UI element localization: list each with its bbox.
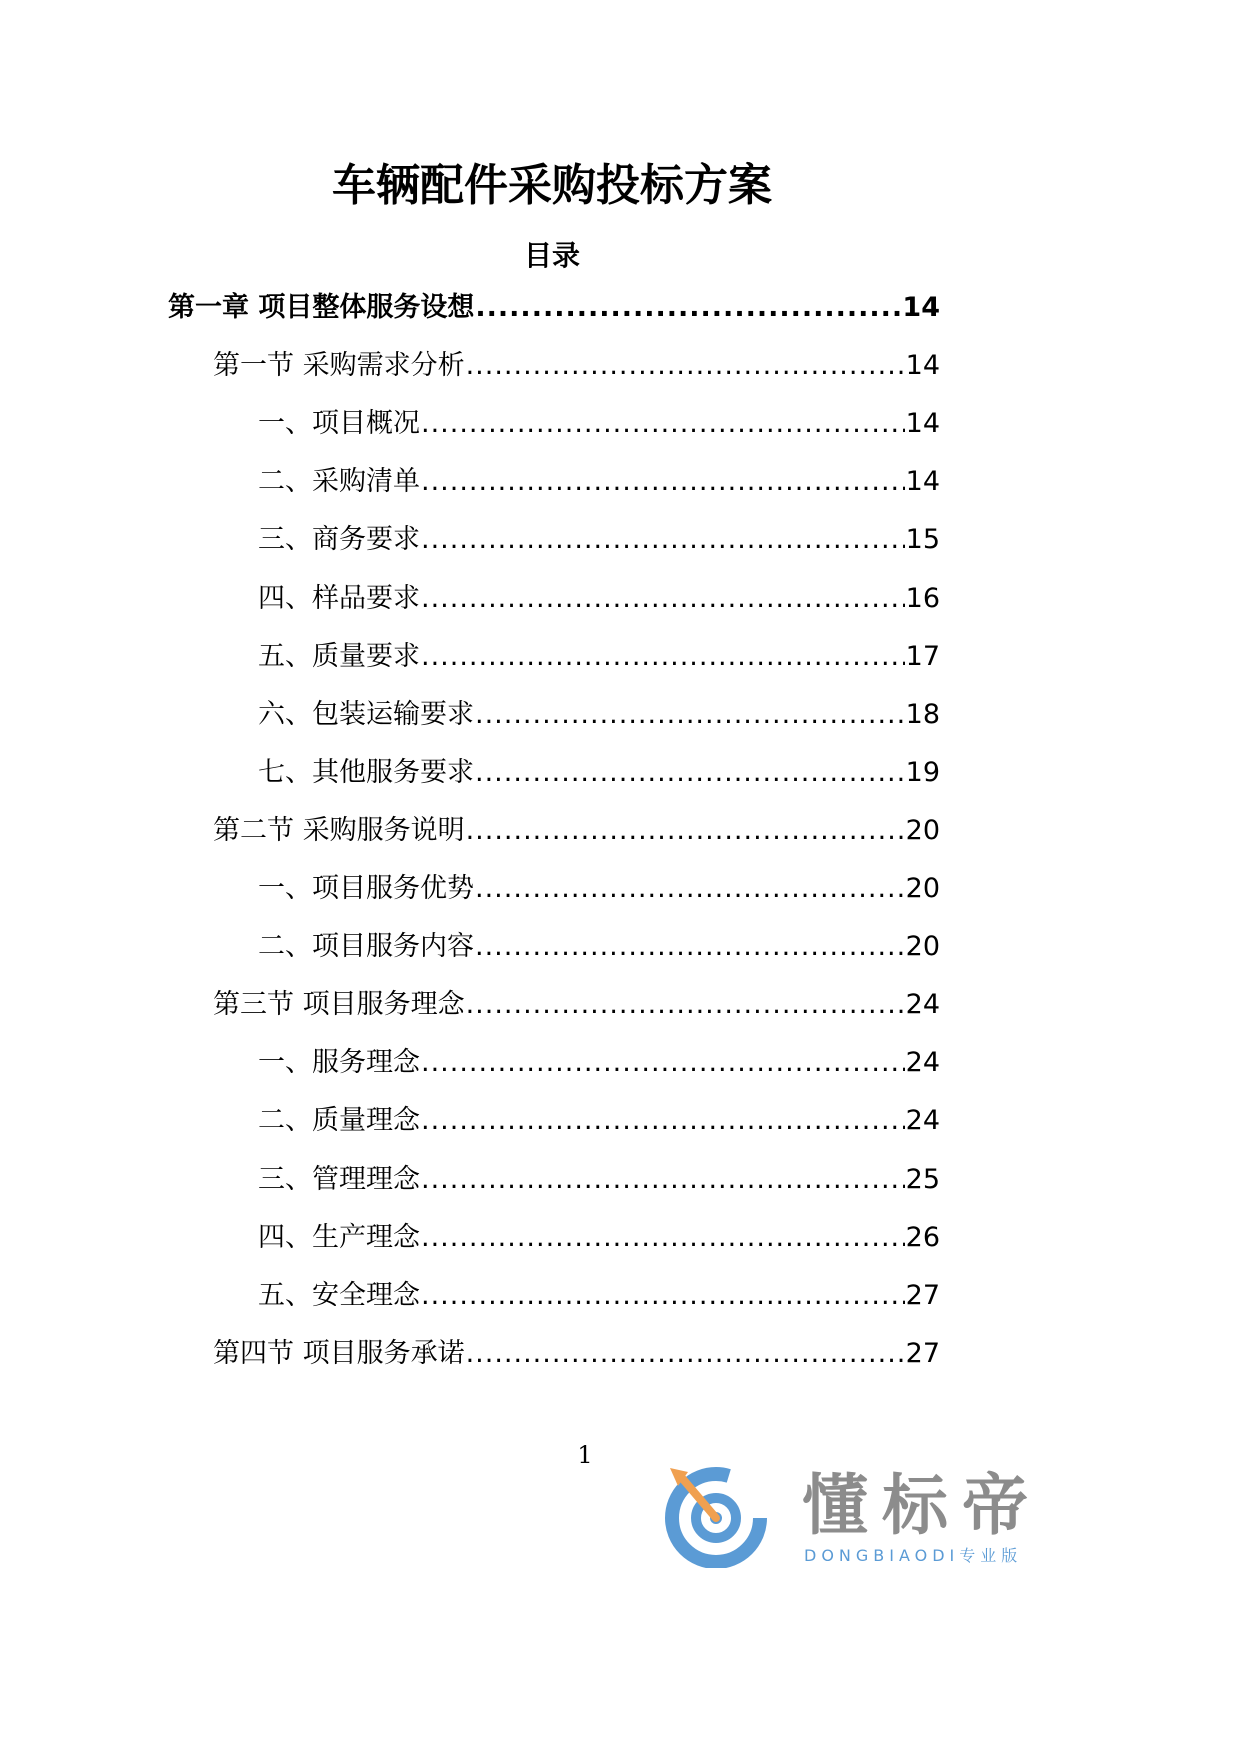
toc-leader-dots [421, 639, 905, 675]
toc-entry-label: 一、服务理念 [258, 1047, 420, 1079]
toc-entry[interactable] [258, 460, 940, 500]
toc-leader-dots [475, 697, 905, 733]
toc-leader-dots [466, 1336, 905, 1372]
toc-leader-dots [421, 1278, 905, 1314]
watermark-subtitle: DONGBIAODI专业版 [804, 1546, 1023, 1565]
toc-leader-dots [421, 406, 905, 442]
toc-leader-dots [421, 522, 905, 558]
toc-leader-dots [421, 464, 905, 500]
toc-entry[interactable] [258, 1274, 940, 1314]
target-arrow-icon [662, 1462, 782, 1568]
toc-entry-page: 20 [905, 814, 940, 846]
toc-leader-dots [421, 1045, 905, 1081]
toc-leader-dots [421, 1162, 905, 1198]
toc-heading: 目录 [523, 239, 580, 272]
toc-entry-label: 二、采购清单 [258, 466, 420, 498]
toc-entry-page: 24 [905, 989, 940, 1021]
page-number: 1 [577, 1441, 593, 1469]
toc-entry-label: 第四节 项目服务承诺 [213, 1337, 465, 1369]
toc-leader-dots [421, 1220, 905, 1256]
toc-entry-page: 26 [905, 1221, 940, 1253]
toc-entry-label: 第二节 采购服务说明 [213, 814, 465, 846]
toc-entry-label: 七、其他服务要求 [258, 756, 474, 788]
toc-leader-dots [466, 987, 905, 1023]
toc-entry[interactable] [258, 867, 940, 907]
toc-entry[interactable] [213, 344, 940, 384]
toc-entry-page: 19 [905, 756, 940, 788]
toc-entry-page: 17 [905, 640, 940, 672]
toc-leader-dots [475, 290, 901, 326]
toc-entry-label: 五、质量要求 [258, 640, 420, 672]
document-title: 车辆配件采购投标方案 [332, 160, 772, 211]
toc-entry-page: 27 [905, 1279, 940, 1311]
toc-entry-label: 六、包装运输要求 [258, 698, 474, 730]
toc-entry-label: 二、项目服务内容 [258, 931, 474, 963]
toc-entry[interactable] [213, 983, 940, 1023]
toc-entry-page: 20 [905, 931, 940, 963]
toc-entry[interactable] [213, 809, 940, 849]
toc-entry[interactable] [258, 925, 940, 965]
toc-entry[interactable] [168, 286, 940, 326]
toc-entry-label: 三、管理理念 [258, 1163, 420, 1195]
watermark [662, 1462, 1104, 1568]
toc-entry-label: 五、安全理念 [258, 1279, 420, 1311]
toc-entry-page: 20 [905, 873, 940, 904]
toc-leader-dots [421, 581, 905, 617]
toc-entry[interactable] [213, 1332, 940, 1372]
toc-entry-page: 24 [905, 1105, 940, 1137]
toc-entry-page: 25 [905, 1163, 940, 1195]
watermark-brand: 懂标帝 [802, 1467, 1042, 1544]
toc-entry-label: 第一章 项目整体服务设想 [168, 292, 475, 323]
toc-entry[interactable] [258, 402, 940, 442]
toc-entry-label: 二、质量理念 [258, 1105, 420, 1137]
toc-entry[interactable] [258, 1041, 940, 1081]
toc-entry-page: 14 [905, 408, 940, 440]
toc-leader-dots [475, 929, 905, 965]
toc-entry-label: 第三节 项目服务理念 [213, 989, 465, 1021]
toc-entry[interactable] [258, 635, 940, 675]
toc-leader-dots [421, 1103, 905, 1139]
toc-entry-label: 四、样品要求 [258, 582, 420, 614]
toc-entry-page: 14 [905, 350, 940, 382]
toc-leader-dots [475, 871, 905, 907]
toc-entry-label: 三、商务要求 [258, 524, 420, 556]
toc-entry[interactable] [258, 518, 940, 558]
toc-entry-page: 18 [905, 698, 940, 730]
toc-entry[interactable] [258, 751, 940, 791]
toc-entry-page: 16 [905, 582, 940, 614]
toc-entry-label: 一、项目服务优势 [258, 873, 474, 904]
toc-leader-dots [466, 813, 905, 849]
toc-entry-page: 14 [905, 466, 940, 498]
toc-leader-dots [466, 348, 905, 384]
toc-entry[interactable] [258, 693, 940, 733]
toc-leader-dots [475, 755, 905, 791]
toc-entry-page: 14 [902, 292, 940, 323]
toc-entry-label: 四、生产理念 [258, 1221, 420, 1253]
toc-entry[interactable] [258, 1158, 940, 1198]
toc-entry-page: 15 [905, 524, 940, 556]
toc-entry-label: 第一节 采购需求分析 [213, 350, 465, 382]
toc-entry-label: 一、项目概况 [258, 408, 420, 440]
toc-entry-page: 24 [905, 1047, 940, 1079]
toc-entry[interactable] [258, 577, 940, 617]
toc-entry[interactable] [258, 1099, 940, 1139]
toc-entry-page: 27 [905, 1337, 940, 1369]
toc-entry[interactable] [258, 1216, 940, 1256]
